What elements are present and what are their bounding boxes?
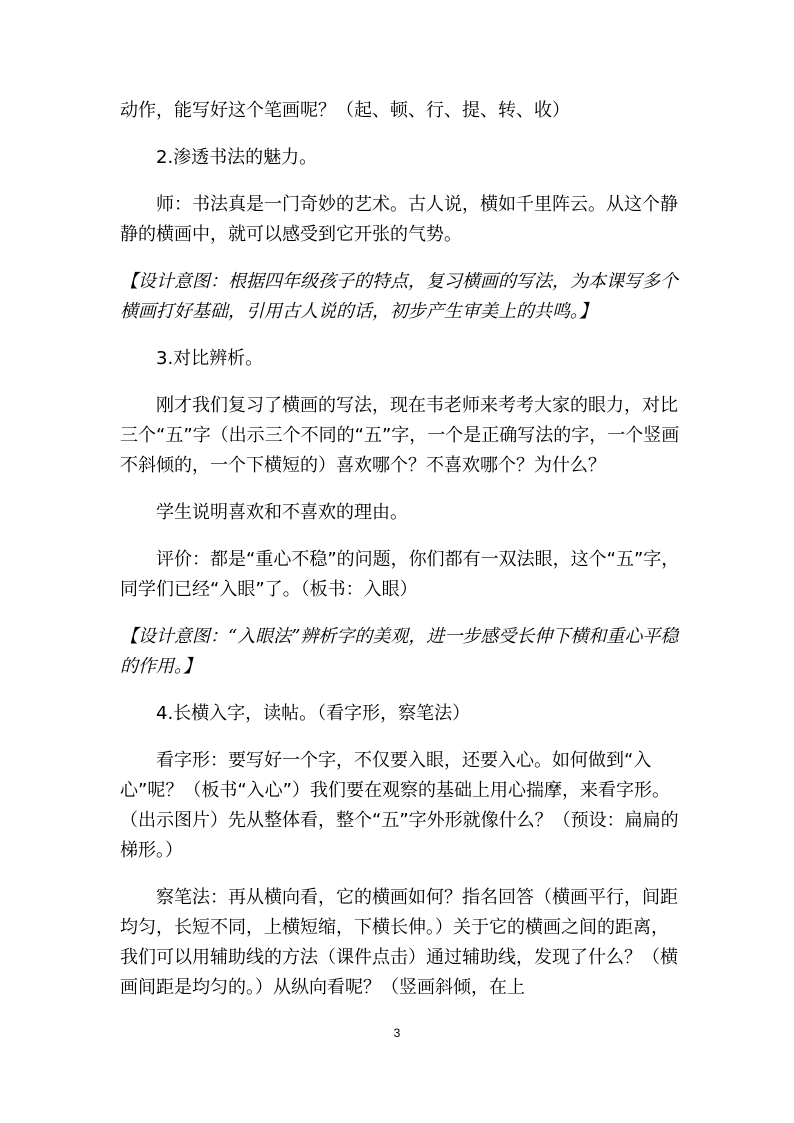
paragraph-students: 学生说明喜欢和不喜欢的理由。 bbox=[156, 502, 408, 523]
section-heading-2: 2.渗透书法的魅力。 bbox=[156, 147, 318, 168]
paragraph-look-shape: 看字形：要写好一个字，不仅要入眼，还要入心。如何做到“入心”呢？（板书“入心”）我们要在观察的基础上用心揣摩，来看字形。（出示图片）先从整体看，整个“五”字外形就像什么？（预设：扁扁的梯形。） bbox=[120, 750, 679, 861]
section-heading-4: 4.长横入字，读帖。（看字形，察笔法） bbox=[156, 703, 471, 724]
paragraph-observe-strokes: 察笔法：再从横向看，它的横画如何？指名回答（横画平行，间距均匀，长短不同，上横短缩，下横长伸。）关于它的横画之间的距离，我们可以用辅助线的方法（课件点击）通过辅助线，发现了什么？（横画间距是均匀的。）从纵向看呢？（竖画斜倾，在上 bbox=[120, 887, 678, 998]
paragraph-continuation: 动作，能写好这个笔画呢？（起、顿、行、提、转、收） bbox=[120, 100, 570, 121]
paragraph-compare: 刚才我们复习了横画的写法，现在韦老师来考考大家的眼力，对比三个“五”字（出示三个不同的“五”字，一个是正确写法的字，一个竖画不斜倾的，一个下横短的）喜欢哪个？不喜欢哪个？为什么？ bbox=[120, 395, 680, 476]
design-intent-1: 【设计意图：根据四年级孩子的特点，复习横画的写法，为本课写多个横画打好基础，引用古人说的话，初步产生审美上的共鸣。】 bbox=[120, 271, 678, 322]
paragraph-evaluation: 评价：都是“重心不稳”的问题，你们都有一双法眼，这个“五”字，同学们已经“入眼”了。（板书：入眼） bbox=[120, 549, 680, 600]
paragraph-teacher-calligraphy: 师：书法真是一门奇妙的艺术。古人说，横如千里阵云。从这个静静的横画中，就可以感受到它开张的气势。 bbox=[120, 194, 678, 245]
design-intent-2: 【设计意图：“入眼法”辨析字的美观，进一步感受长伸下横和重心平稳的作用。】 bbox=[120, 626, 679, 677]
page-number: 3 bbox=[393, 1026, 401, 1040]
section-heading-3: 3.对比辨析。 bbox=[156, 348, 264, 369]
document-body bbox=[120, 96, 680, 1020]
